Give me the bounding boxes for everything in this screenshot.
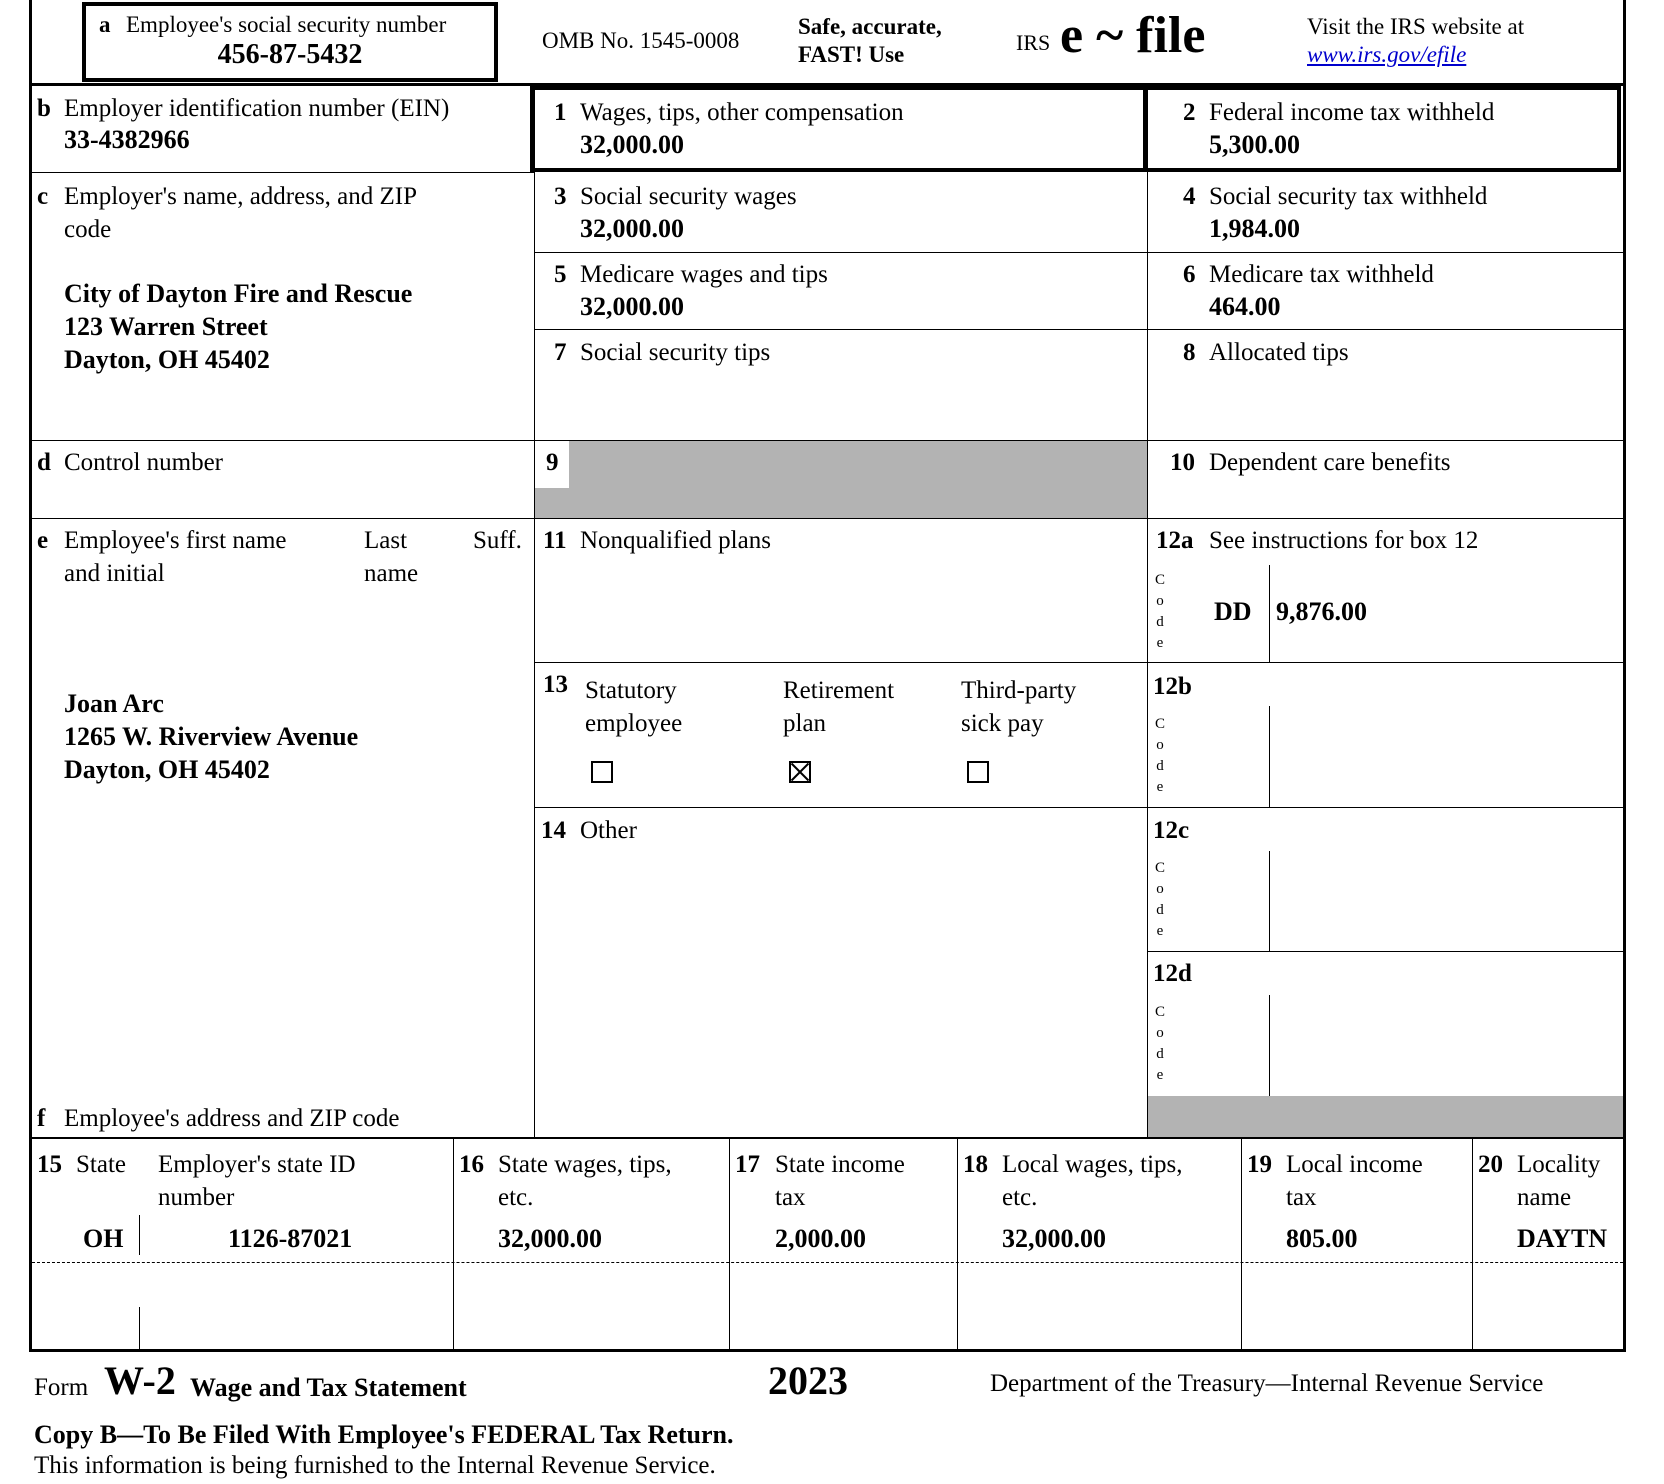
thirdparty-label-1: Third-party (961, 677, 1077, 704)
box-19-num: 19 (1247, 1151, 1272, 1178)
safe-line-2: FAST! Use (798, 42, 905, 67)
box-2-label: Federal income tax withheld (1209, 99, 1495, 126)
employee-ssn: 456-87-5432 (217, 39, 363, 70)
box-18-label-2: etc. (1002, 1184, 1038, 1211)
box-12b-num: 12b (1153, 673, 1192, 700)
line-state-top (32, 1137, 1623, 1139)
department-text: Department of the Treasury—Internal Revenue Service (990, 1370, 1544, 1397)
employee-street: 1265 W. Riverview Avenue (64, 722, 359, 751)
box-12a-code-divider (1269, 565, 1270, 662)
box-12a-amount: 9,876.00 (1276, 597, 1367, 626)
box-11-num: 11 (543, 527, 567, 554)
state-divider-19 (1241, 1139, 1242, 1352)
box-14-label: Other (580, 817, 637, 844)
state-divider-id (139, 1215, 140, 1255)
box-2-num: 2 (1183, 99, 1196, 126)
state-wages: 32,000.00 (498, 1224, 602, 1253)
local-wages: 32,000.00 (1002, 1224, 1106, 1253)
box-5-num: 5 (554, 261, 567, 288)
box-f-label: Employee's address and ZIP code (64, 1105, 400, 1132)
employer-street: 123 Warren Street (64, 312, 268, 341)
line-row-5 (534, 329, 1623, 330)
locality-name: DAYTN (1517, 1224, 1608, 1253)
box-12c-num: 12c (1153, 817, 1190, 844)
box-15-num: 15 (37, 1151, 62, 1178)
box-16-label-1: State wages, tips, (498, 1151, 672, 1178)
box-8-num: 8 (1183, 339, 1196, 366)
box-12d-code-d: d (1156, 1046, 1164, 1062)
retirement-plan-checkbox[interactable] (789, 761, 811, 783)
box-9-num: 9 (546, 449, 559, 476)
box-10-num: 10 (1170, 449, 1195, 476)
box-12d-code-o: o (1156, 1025, 1164, 1041)
box-b-label: Employer identification number (EIN) (64, 95, 450, 122)
tax-year: 2023 (768, 1358, 848, 1403)
local-income-tax: 805.00 (1286, 1224, 1358, 1253)
box-e-letter: e (37, 527, 49, 554)
box-3-label: Social security wages (580, 183, 797, 210)
box-12c-code-c: C (1154, 860, 1165, 876)
visit-irs-text: Visit the IRS website at (1307, 14, 1525, 39)
line-b-c (32, 172, 534, 173)
box-12b-code-c: C (1154, 716, 1165, 732)
statutory-employee-checkbox[interactable] (591, 761, 613, 783)
box-12c-code-divider (1269, 851, 1270, 951)
box-12a-label: See instructions for box 12 (1209, 527, 1479, 554)
box-15-id-label-1: Employer's state ID (158, 1151, 356, 1178)
box-a-letter: a (99, 12, 111, 37)
box-12c-code-d: d (1156, 902, 1164, 918)
box-16-label-2: etc. (498, 1184, 534, 1211)
box-12d-num: 12d (1153, 960, 1192, 987)
employer-ein: 33-4382966 (64, 125, 190, 154)
box-3-value: 32,000.00 (580, 214, 684, 243)
box-b-letter: b (37, 95, 51, 122)
box-16-num: 16 (459, 1151, 484, 1178)
box-13-num: 13 (543, 671, 568, 698)
box-12b-code-o: o (1156, 737, 1164, 753)
first-name-label-1: Employee's first name (64, 527, 287, 554)
box-d-letter: d (37, 449, 51, 476)
box-7-label: Social security tips (580, 339, 771, 366)
box-10-label: Dependent care benefits (1209, 449, 1451, 476)
box-12a-num: 12a (1156, 527, 1194, 554)
employer-city: Dayton, OH 45402 (64, 345, 270, 374)
info-text: This information is being furnished to the Internal Revenue Service. (34, 1452, 716, 1479)
box-4-value: 1,984.00 (1209, 214, 1300, 243)
box-20-label-2: name (1517, 1184, 1572, 1211)
state-divider-18 (957, 1139, 958, 1352)
box-12d-code-c: C (1154, 1004, 1165, 1020)
line-d-e (32, 518, 534, 519)
line-c-d (32, 440, 534, 441)
box-12d-code-divider (1269, 995, 1270, 1096)
form-word: Form (34, 1374, 89, 1401)
state-employer-id: 1126-87021 (228, 1224, 353, 1253)
box-15-label: State (76, 1151, 126, 1178)
box-8-label: Allocated tips (1209, 339, 1349, 366)
box-a-label: Employee's social security number (126, 12, 447, 37)
employee-name: Joan Arc (64, 689, 164, 718)
box-12a-code-d: d (1156, 614, 1164, 630)
copy-b-text: Copy B—To Be Filed With Employee's FEDERAL Tax Return. (34, 1420, 734, 1449)
box-12b-code-divider (1269, 706, 1270, 807)
box-18-label-1: Local wages, tips, (1002, 1151, 1183, 1178)
box-12a-code-c: C (1154, 572, 1165, 588)
last-name-label-2: name (364, 560, 419, 587)
box-1-value: 32,000.00 (580, 130, 684, 159)
box-c-label-1: Employer's name, address, and ZIP (64, 183, 418, 210)
box-12c-code-o: o (1156, 881, 1164, 897)
box-12d-code-e: e (1156, 1067, 1164, 1083)
line-row-9 (534, 518, 1623, 519)
irs-label: IRS (1016, 30, 1051, 55)
box-3-num: 3 (554, 183, 567, 210)
thirdparty-label-2: sick pay (961, 710, 1044, 737)
box-17-label-2: tax (775, 1184, 806, 1211)
box-4-label: Social security tax withheld (1209, 183, 1488, 210)
employer-name: City of Dayton Fire and Rescue (64, 279, 413, 308)
col-divider-right (1147, 86, 1148, 1138)
box-19-label-1: Local income (1286, 1151, 1423, 1178)
state-income-tax: 2,000.00 (775, 1224, 866, 1253)
retirement-label-1: Retirement (783, 677, 895, 704)
box-5-label: Medicare wages and tips (580, 261, 828, 288)
box-4-num: 4 (1183, 183, 1196, 210)
box-6-num: 6 (1183, 261, 1196, 288)
box-f-letter: f (37, 1105, 46, 1132)
box-20-label-1: Locality (1517, 1151, 1601, 1178)
col-divider-left (534, 86, 535, 1138)
box-6-label: Medicare tax withheld (1209, 261, 1434, 288)
box-9-shaded-bottom (535, 488, 569, 518)
box-12b-code-d: d (1156, 758, 1164, 774)
employee-city: Dayton, OH 45402 (64, 755, 270, 784)
form-title: Wage and Tax Statement (190, 1373, 467, 1402)
safe-line-1: Safe, accurate, (798, 14, 942, 39)
irs-efile-link[interactable]: www.irs.gov/efile (1307, 42, 1467, 67)
line-row-13 (534, 662, 1623, 663)
box-7-num: 7 (554, 339, 567, 366)
first-name-label-2: and initial (64, 560, 165, 587)
statutory-label-2: employee (585, 710, 683, 737)
box-12a-code: DD (1214, 597, 1252, 626)
box-c-letter: c (37, 183, 49, 210)
efile-logo: e ~ file (1060, 7, 1206, 64)
state-divider-id-lower (139, 1307, 140, 1352)
box-9-shaded (569, 441, 1147, 518)
box-17-label-1: State income (775, 1151, 905, 1178)
retirement-label-2: plan (783, 710, 827, 737)
box-5-value: 32,000.00 (580, 292, 684, 321)
box-11-label: Nonqualified plans (580, 527, 771, 554)
box-12b-code-e: e (1156, 779, 1164, 795)
box-12a-code-o: o (1156, 593, 1164, 609)
box-15-id-label-2: number (158, 1184, 235, 1211)
suffix-label: Suff. (473, 527, 522, 554)
box-1-label: Wages, tips, other compensation (580, 99, 904, 126)
box-19-label-2: tax (1286, 1184, 1317, 1211)
box-1-num: 1 (554, 99, 567, 126)
box-12c-code-e: e (1156, 923, 1164, 939)
state-divider-16 (453, 1139, 454, 1352)
line-row-3 (534, 252, 1623, 253)
box-20-num: 20 (1478, 1151, 1503, 1178)
box-12-shaded (1148, 1096, 1623, 1137)
line-12d (1147, 951, 1623, 952)
box-17-num: 17 (735, 1151, 760, 1178)
box-d-label: Control number (64, 449, 224, 476)
form-name: W-2 (104, 1358, 176, 1403)
state-divider-20 (1472, 1139, 1473, 1352)
line-row-14 (534, 807, 1623, 808)
box-14-num: 14 (541, 817, 566, 844)
box-6-value: 464.00 (1209, 292, 1281, 321)
box-2-value: 5,300.00 (1209, 130, 1300, 159)
box-18-num: 18 (963, 1151, 988, 1178)
omb-number: OMB No. 1545-0008 (542, 28, 740, 53)
state-row-dashed-line (32, 1262, 1623, 1263)
box-c-label-2: code (64, 216, 112, 243)
thirdparty-sick-pay-checkbox[interactable] (967, 761, 989, 783)
last-name-label-1: Last (364, 527, 408, 554)
state-code: OH (83, 1224, 124, 1253)
box-12a-code-e: e (1156, 635, 1164, 651)
statutory-label-1: Statutory (585, 677, 677, 704)
state-divider-17 (729, 1139, 730, 1352)
